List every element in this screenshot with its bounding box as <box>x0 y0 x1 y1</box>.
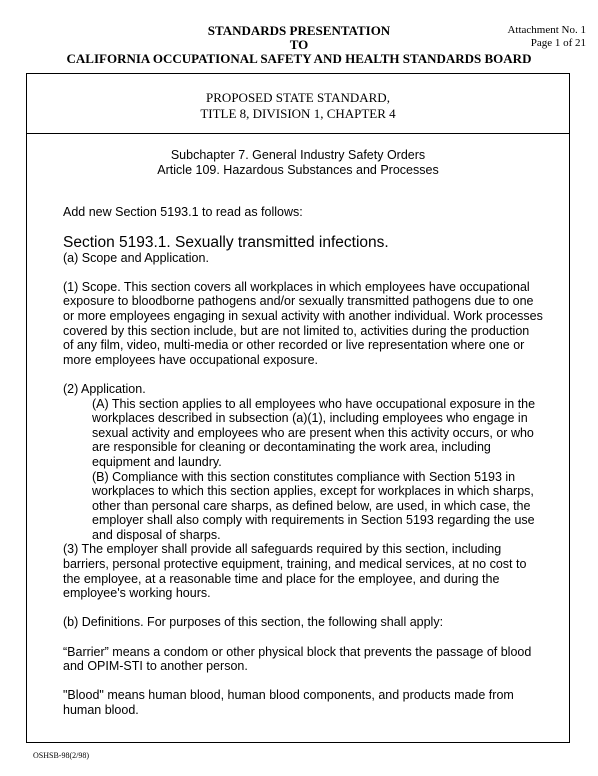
page-number: Page 1 of 21 <box>530 37 586 49</box>
proposed-standard-heading <box>27 90 569 122</box>
subchapter-heading <box>27 148 569 178</box>
blood-definition: "Blood" means human blood, human blood components, and products made from human blood. <box>63 688 514 717</box>
barrier-definition: “Barrier” means a condom or other physical block that prevents the passage of blood and OPIM-STI to another person. <box>63 644 532 674</box>
subchapter-line: Subchapter 7. General Industry Safety Orders <box>170 148 426 162</box>
attachment-info <box>507 24 586 50</box>
application-heading: (2) Application. <box>63 381 146 396</box>
frame-divider <box>27 133 569 134</box>
form-number: OSHSB-98(2/98) <box>33 751 90 760</box>
header-title-line3: CALIFORNIA OCCUPATIONAL SAFETY AND HEALTH STANDARDS BOARD <box>66 51 532 66</box>
article-line: Article 109. Hazardous Substances and Processes <box>157 163 439 177</box>
header-title-line1: STANDARDS PRESENTATION <box>207 23 391 38</box>
application-b-paragraph: (B) Compliance with this section constitutes compliance with Section 5193 in workplaces to which this section applies, except for workplaces in which sharps, other than personal care sharps, as defined below, are used, in which case, the employer shall also comply with requirements in Section 5193 regarding the use and disposal of sharps. <box>92 469 535 542</box>
document-body <box>63 205 543 718</box>
scope-paragraph: (1) Scope. This section covers all workplaces in which employees have occupational exposure to bloodborne pathogens and/or sexually transmitted pathogens due to one or more employees engaging in sexual activity with another individual. Work processes covered by this section include, but are not limited to, activities during the production of any film, video, multi-media or other recorded or live representation where one or more employees have occupational exposure. <box>63 279 543 367</box>
proposed-line2: TITLE 8, DIVISION 1, CHAPTER 4 <box>200 106 396 121</box>
subsection-a-heading: (a) Scope and Application. <box>63 250 209 265</box>
intro-text: Add new Section 5193.1 to read as follows: <box>63 205 303 219</box>
proposed-line1: PROPOSED STATE STANDARD, <box>206 90 390 105</box>
item-3-paragraph: (3) The employer shall provide all safeguards required by this section, including barriers, personal protective equipment, training, and medical services, at no cost to the employee, at a reasonable time and place for the employee, and during the employee's working hours. <box>63 542 527 601</box>
document-frame <box>26 73 570 743</box>
definitions-heading: (b) Definitions. For purposes of this section, the following shall apply: <box>63 615 444 630</box>
application-a-paragraph: (A) This section applies to all employees who have occupational exposure in the workplaces described in subsection (a)(1), including employees who engage in sexual activity and employees who are present when this activity occurs, or who are responsible for cleaning or decontaminating the work area, including equipment and laundry. <box>92 396 536 469</box>
attachment-number: Attachment No. 1 <box>507 24 586 36</box>
section-title: Section 5193.1. Sexually transmitted infections. <box>63 233 389 251</box>
header-title-line2: TO <box>289 37 309 52</box>
